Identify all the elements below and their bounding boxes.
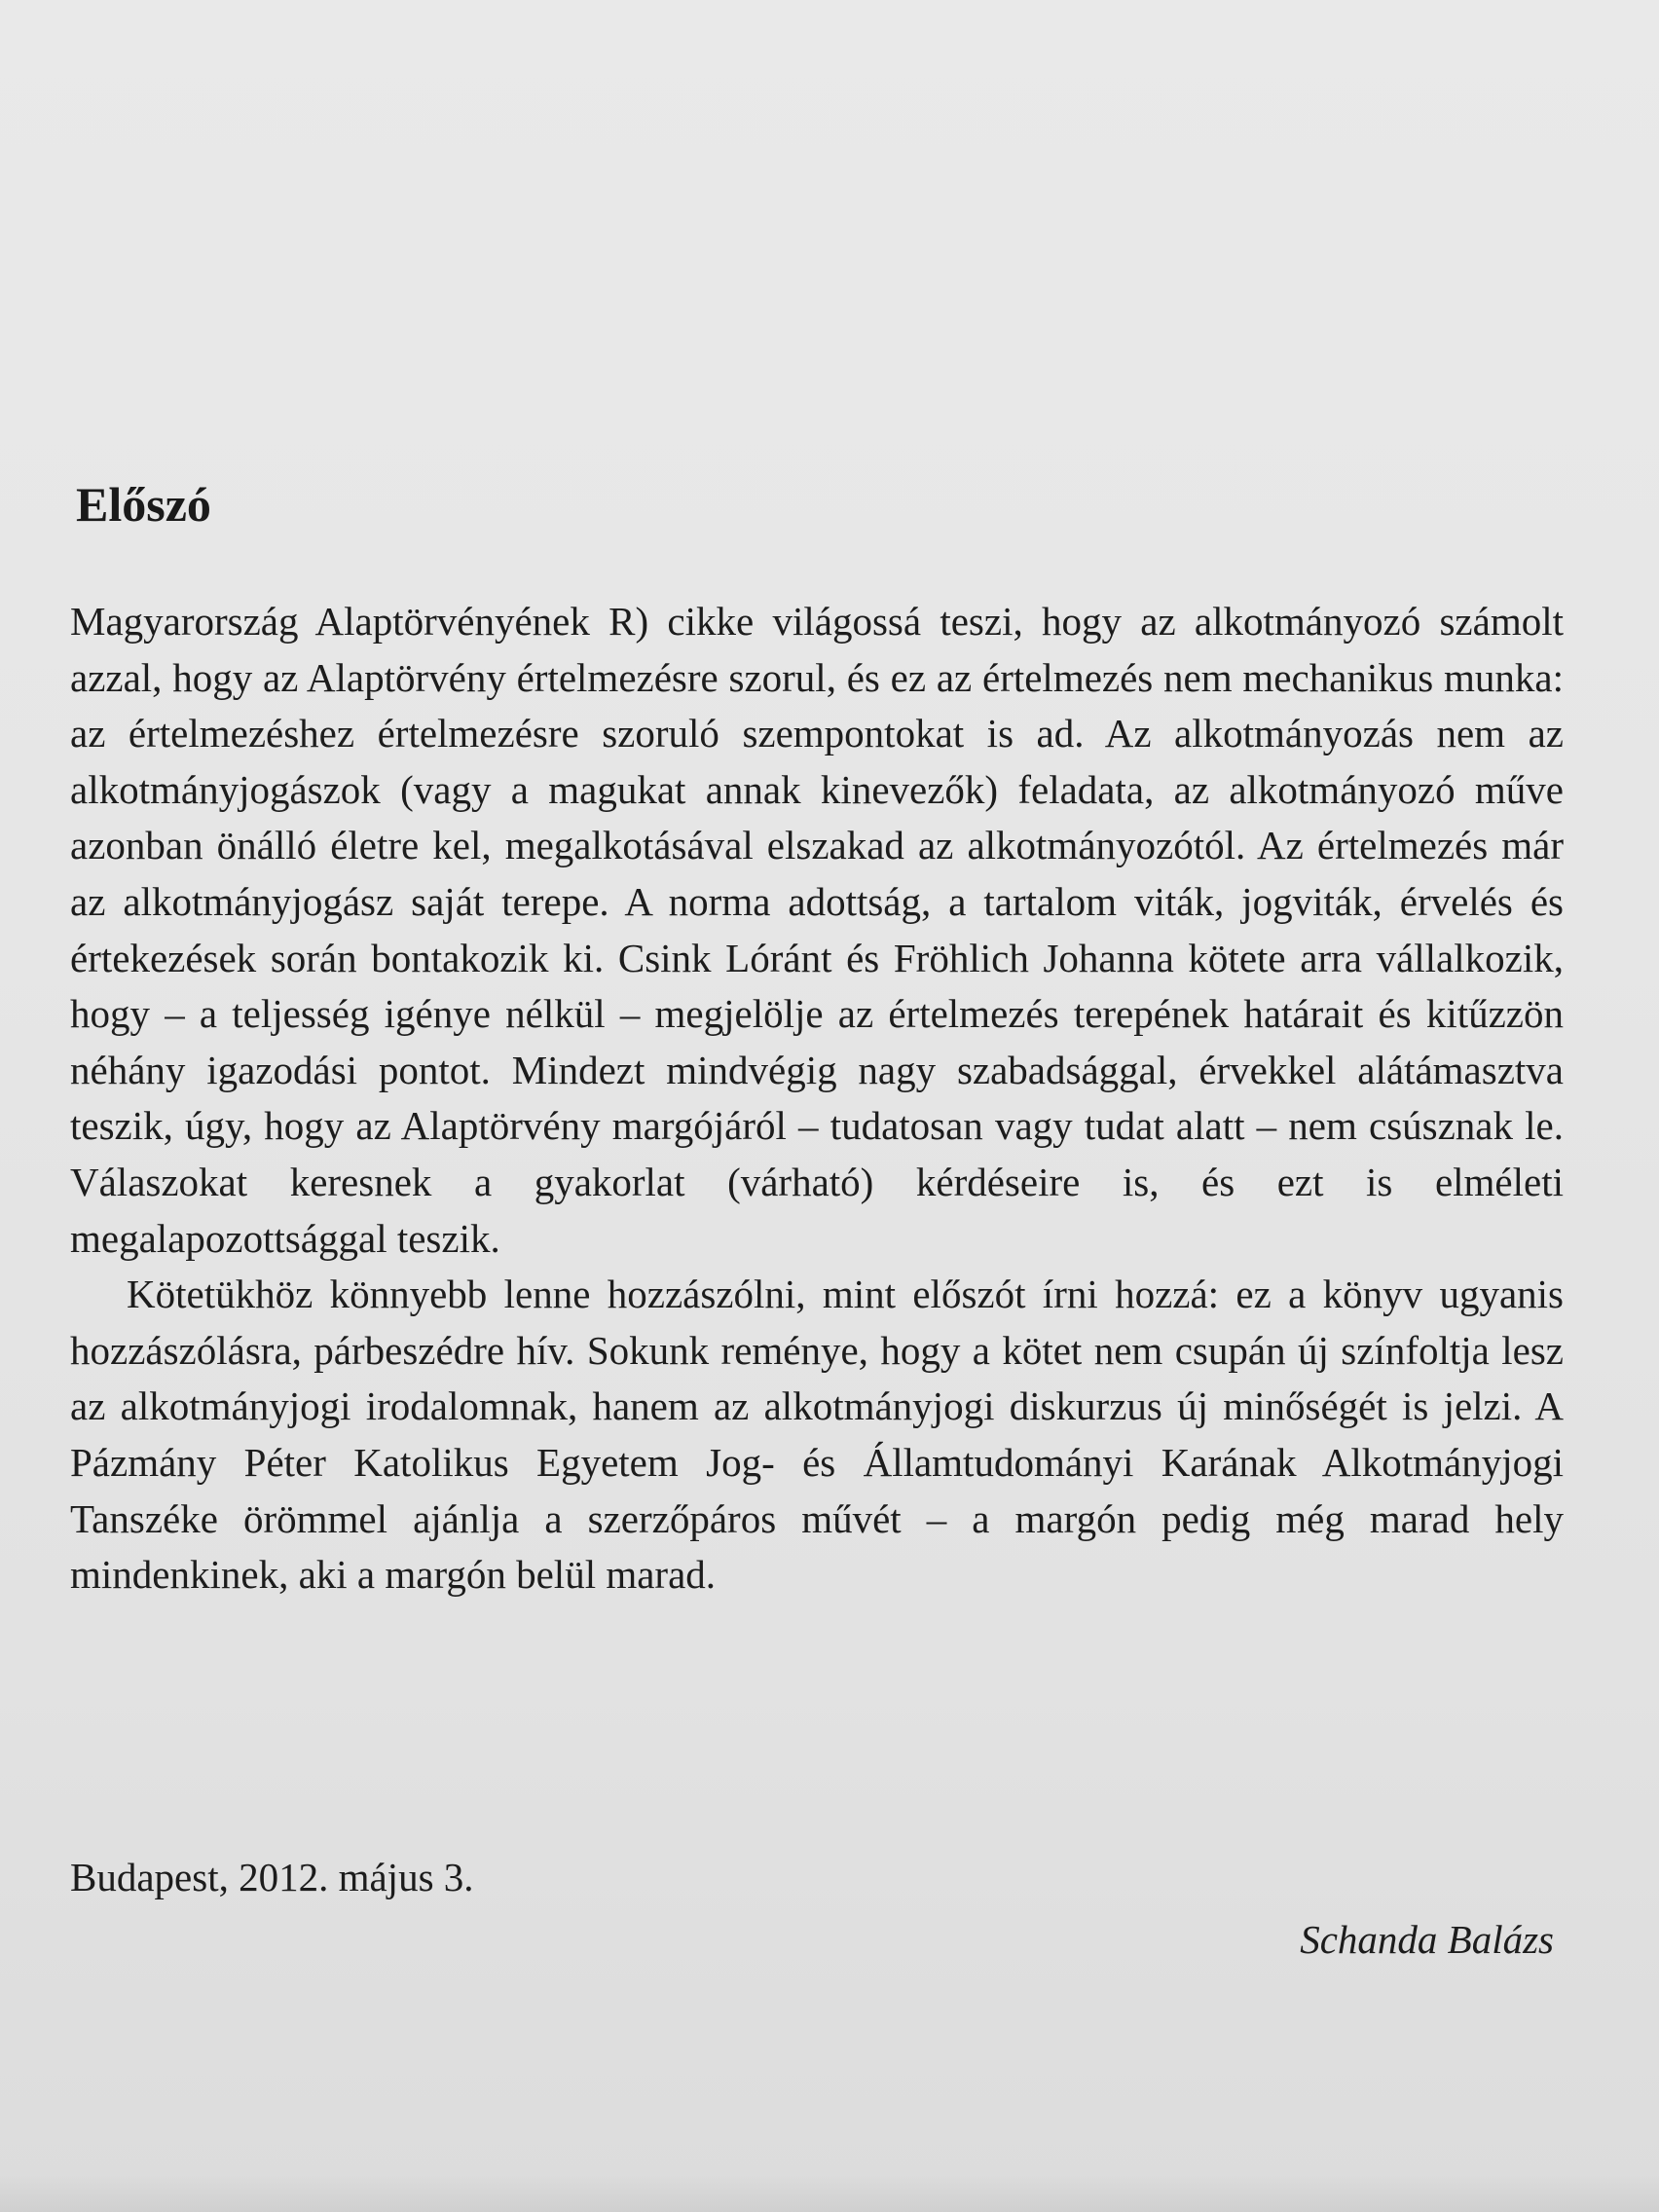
- paragraph-2: Kötetükhöz könnyebb lenne hozzászólni, mint előszót írni hozzá: ez a könyv ugyanis hozzászólásra, párbeszédre hív. Sokunk reménye, hogy a kötet nem csupán új színfoltja lesz az alkotmányjogi irodalomnak, hanem az alkotmányjogi diskurzus új minőségét is jelzi. A Pázmány Péter Katolikus Egyetem Jog- és Államtudományi Karának Alkotmányjogi Tanszéke örömmel ajánlja a szerzőpáros művét – a margón pedig még marad hely mindenkinek, aki a margón belül marad.: [70, 1272, 1564, 1598]
- place-date: Budapest, 2012. május 3.: [70, 1855, 474, 1899]
- page-bottom-shadow: [0, 2173, 1659, 2212]
- signature: Schanda Balázs: [1300, 1917, 1554, 1962]
- page-title: Előszó: [76, 477, 211, 532]
- paragraph-1: Magyarország Alaptörvényének R) cikke világossá teszi, hogy az alkotmányozó számolt azzal, hogy az Alaptörvény értelmezésre szorul, és ez az értelmezés nem mechanikus munka: az értelmezéshez értelmezésre szoruló szempontokat is ad. Az alkotmányozás nem az alkotmányjogászok (vagy a magukat annak kinevezők) feladata, az alkotmányozó műve azonban önálló életre kel, megalkotásával elszakad az alkotmányozótól. Az értelmezés már az alkotmányjogász saját terepe. A norma adottság, a tartalom viták, jogviták, érvelés és értekezések során bontakozik ki. Csink Lóránt és Fröhlich Johanna kötete arra vállalkozik, hogy – a teljesség igénye nélkül – megjelölje az értelmezés terepének határait és kitűzzön néhány igazodási pontot. Mindezt mindvégig nagy szabadsággal, érvekkel alátámasztva teszik, úgy, hogy az Alaptörvény margójáról – tudatosan vagy tudat alatt – nem csúsznak le. Válaszokat keresnek a gyakorlat (várható) kérdéseire is, és ezt is elméleti megalapozottsággal teszik.: [70, 599, 1564, 1261]
- body-text: [70, 594, 1564, 1604]
